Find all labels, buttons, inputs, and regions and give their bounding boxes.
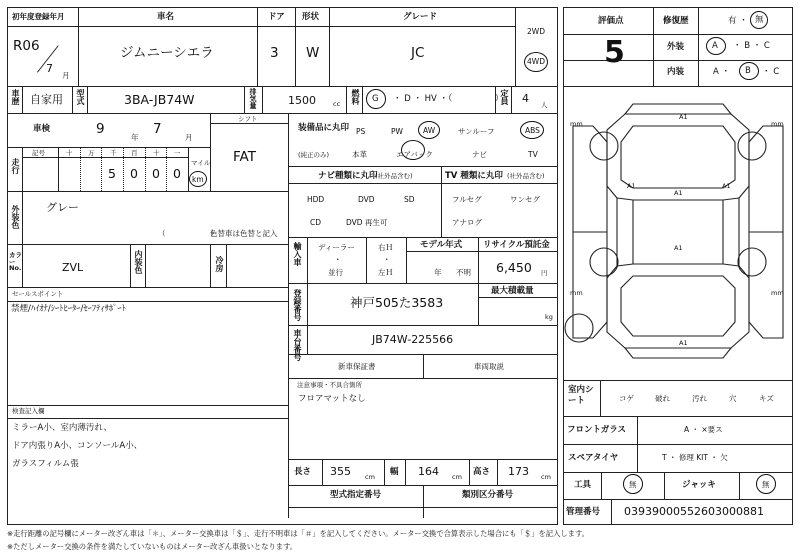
width-value: 164 bbox=[418, 465, 439, 478]
nav-label: ナビ種類に丸印 bbox=[318, 171, 378, 181]
equip-aw: AW bbox=[423, 126, 436, 135]
recycle-value: 6,450 bbox=[496, 260, 532, 275]
import-lh: 左Ｈ bbox=[378, 268, 393, 277]
warranty-label: 新車保証書 bbox=[338, 362, 376, 371]
equip-tv: TV bbox=[528, 150, 538, 159]
tools-value: 無 bbox=[629, 480, 637, 489]
inspector-label: 検査記入欄 bbox=[12, 407, 45, 415]
height-unit: cm bbox=[541, 473, 551, 481]
tv-label: TV 種類に丸印 bbox=[445, 171, 503, 181]
tv-fullseg: フルセグ bbox=[452, 195, 482, 204]
equipment-sublabel: (純正のみ) bbox=[298, 151, 330, 159]
repair-selected: 無 bbox=[755, 15, 764, 25]
diagram-mark-3: A1 bbox=[674, 189, 683, 197]
equip-airbag: エアバック bbox=[396, 150, 433, 159]
car-name-label: 車名 bbox=[157, 12, 175, 22]
mgmt-label: 管理番号 bbox=[566, 507, 601, 517]
repair-options: 有 ・ bbox=[728, 16, 748, 26]
equipment-label: 装備品に丸印 bbox=[298, 123, 350, 133]
diagram-mark-2: A1 bbox=[722, 182, 731, 190]
diagram-mark-4: A1 bbox=[674, 244, 683, 252]
equip-abs: ABS bbox=[525, 126, 540, 135]
mileage-unit-3: 百 bbox=[131, 149, 138, 157]
inspector-line-0: ミラーA小、室内薄汚れ、 bbox=[12, 423, 112, 433]
body-label: 車歴 bbox=[11, 89, 20, 105]
mileage-unit-4: 十 bbox=[153, 149, 160, 157]
color-no-label: カラーNo. bbox=[9, 251, 22, 272]
color-no-value: ZVL bbox=[62, 261, 84, 274]
glass-options: A ・ ×要ス bbox=[684, 425, 723, 434]
equip-sunroof: サンルーフ bbox=[458, 127, 495, 136]
hood-panel bbox=[621, 126, 735, 188]
grade-value: JC bbox=[411, 45, 425, 61]
color-note-paren: （ ） bbox=[158, 229, 218, 238]
max-load-kg: kg bbox=[545, 313, 553, 321]
inspector-line-2: ガラスフィルム張 bbox=[12, 459, 79, 469]
score-label: 評価点 bbox=[598, 16, 624, 26]
fuel-label: 燃料 bbox=[351, 89, 360, 105]
repair-label: 修復歴 bbox=[663, 16, 689, 26]
tv-analog: アナログ bbox=[452, 218, 482, 227]
chassis-label: 車台番号 bbox=[293, 329, 302, 361]
mile-label: マイル bbox=[191, 159, 211, 167]
rear-bumper bbox=[625, 348, 731, 358]
mileage-unit-1: 万 bbox=[88, 149, 95, 157]
interior-color-label: 内装色 bbox=[134, 250, 143, 274]
mileage-digit-3: 0 bbox=[173, 166, 181, 181]
trunk-panel bbox=[621, 276, 735, 336]
jack-value: 無 bbox=[762, 480, 770, 489]
diagram-mark-0: A1 bbox=[679, 113, 688, 121]
reg-year-label: 初年度登録年月 bbox=[12, 12, 65, 21]
door-label: ドア bbox=[268, 12, 285, 22]
mm-fl: mm bbox=[570, 120, 583, 128]
tools-label: 工具 bbox=[574, 480, 592, 490]
mileage-digit-1: 0 bbox=[130, 166, 138, 181]
interior-label: 内装 bbox=[667, 67, 685, 77]
import-dealer: ディーラー bbox=[318, 243, 355, 252]
width-unit: cm bbox=[452, 473, 462, 481]
mm-rl: mm bbox=[570, 289, 583, 297]
jack-label: ジャッキ bbox=[682, 480, 716, 490]
disp-label: 排気量 bbox=[249, 88, 257, 109]
registration-label: 登録番号 bbox=[293, 289, 302, 321]
inspection-month-unit: 月 bbox=[185, 133, 193, 142]
length-unit: cm bbox=[365, 473, 375, 481]
import-dot-2: ・ bbox=[383, 255, 391, 264]
import-parallel: 並行 bbox=[328, 268, 343, 277]
fuel-selected: G bbox=[372, 94, 379, 104]
diagram-mark-1: A1 bbox=[627, 182, 636, 190]
height-label: 高さ bbox=[473, 467, 491, 477]
seat-opt-4: キズ bbox=[759, 394, 774, 403]
disp-value: 1500 bbox=[288, 94, 316, 107]
mileage-unit-0: 十 bbox=[66, 149, 73, 157]
exterior-label: 外装 bbox=[667, 42, 685, 52]
car-name-value: ジムニーシエラ bbox=[120, 45, 214, 61]
score-value: 5 bbox=[604, 35, 625, 70]
reg-month-unit: 月 bbox=[62, 71, 70, 80]
inspection-month: 7 bbox=[153, 121, 162, 137]
exterior-rest: ・ B ・ C bbox=[733, 41, 770, 51]
caution-label: 注意事項・不具合箇所 bbox=[297, 381, 362, 389]
length-value: 355 bbox=[330, 465, 351, 478]
tv-note: (社外品含む) bbox=[507, 172, 545, 180]
drive-4wd: 4WD bbox=[527, 57, 545, 66]
capacity-value: 4 bbox=[522, 92, 529, 105]
shape-value: W bbox=[306, 45, 320, 61]
shift-label: シフト bbox=[238, 115, 258, 123]
model-year-unit: 年 bbox=[434, 268, 442, 277]
mm-fr: mm bbox=[771, 120, 784, 128]
seat-opt-0: コゲ bbox=[619, 394, 634, 403]
glass-label: フロントガラス bbox=[567, 425, 626, 435]
capacity-unit: 人 bbox=[541, 101, 548, 109]
mm-rr: mm bbox=[771, 289, 784, 297]
color-label: 外装色 bbox=[11, 205, 20, 229]
car-body-outline bbox=[607, 114, 749, 348]
exterior-selected: A bbox=[712, 41, 718, 51]
diagram-mark-5: A1 bbox=[679, 339, 688, 347]
reg-year-value: R06 bbox=[13, 38, 40, 54]
equip-pw: PW bbox=[391, 127, 403, 136]
km-label: km bbox=[192, 175, 204, 184]
equip-leather: 本革 bbox=[352, 150, 367, 159]
capacity-label: 定員 bbox=[500, 89, 509, 105]
rear-left-wheel bbox=[590, 248, 618, 276]
interior-selected: B bbox=[745, 66, 751, 76]
color-note: 色替車は色替と記入 bbox=[210, 229, 278, 238]
nav-hdd: HDD bbox=[307, 195, 325, 204]
inspector-line-1: ドア内張りA小、コンソールA小、 bbox=[12, 441, 143, 451]
door-value: 3 bbox=[270, 45, 279, 61]
sales-point-text: 禁煙/ﾊｲｵﾅ/ｼｰﾄﾋｰﾀｰ/ｾｰﾌﾃｨｻﾎﾟｰﾄ bbox=[11, 304, 126, 314]
mgmt-value: 03939000552603000881 bbox=[624, 505, 764, 518]
mileage-unit-2: 千 bbox=[110, 149, 117, 157]
interior-post: ・ C bbox=[762, 67, 780, 77]
shift-value: FAT bbox=[233, 149, 256, 165]
interior-pre: A ・ bbox=[713, 67, 731, 77]
registration-value: 神戸505た3583 bbox=[350, 295, 444, 310]
model-value: 3BA-JB74W bbox=[124, 92, 195, 107]
footer-line-1: ※走行距離の記号欄にメーター改ざん車は「＊」、メーター交換車は「＄」、走行不明車は「＃」を記入してください。メーター交換で合算表示した場合にも「＄」を記入します。 bbox=[7, 529, 589, 538]
width-label: 幅 bbox=[390, 467, 399, 477]
seat-opt-2: 汚れ bbox=[692, 394, 707, 403]
front-right-wheel bbox=[738, 132, 766, 160]
mileage-digit-2: 0 bbox=[152, 166, 160, 181]
spare-options: T ・ 修理 KIT ・ 欠 bbox=[662, 453, 728, 462]
seat-opt-1: 破れ bbox=[655, 394, 670, 403]
fuel-rest: ・ D ・ HV ・（ ） bbox=[393, 94, 504, 104]
ac-label: 冷房 bbox=[215, 256, 224, 272]
reg-month-value: 7 bbox=[46, 62, 53, 75]
spare-label: スペアタイヤ bbox=[568, 453, 619, 463]
car-diagram bbox=[563, 86, 793, 380]
front-left-wheel bbox=[590, 132, 618, 160]
recycle-yen: 円 bbox=[541, 269, 548, 277]
seat-opt-3: 穴 bbox=[729, 394, 737, 403]
nav-dvd: DVD bbox=[358, 195, 375, 204]
model-year-unknown: 不明 bbox=[456, 268, 471, 277]
footer-line-2: ※ただしメーター交換の条件を満たしていないものはメーター改ざん車扱いとなります。 bbox=[7, 542, 298, 551]
inspection-label: 車検 bbox=[33, 124, 51, 134]
class-label: 類別区分番号 bbox=[462, 490, 514, 500]
caution-value: フロアマットなし bbox=[298, 394, 366, 404]
body-value: 自家用 bbox=[30, 93, 63, 106]
front-bumper bbox=[625, 104, 731, 114]
equip-ps: PS bbox=[356, 127, 366, 136]
import-dot-1: ・ bbox=[334, 255, 342, 264]
nav-dvd-play: DVD 再生可 bbox=[346, 218, 388, 227]
mileage-label: 走行 bbox=[11, 158, 20, 174]
type-label: 型式指定番号 bbox=[330, 490, 382, 500]
model-year-label: モデル年式 bbox=[420, 240, 463, 250]
disp-unit: cc bbox=[333, 100, 341, 108]
nav-sd: SD bbox=[404, 195, 415, 204]
shape-label: 形状 bbox=[302, 12, 320, 22]
roof-panel bbox=[633, 200, 723, 264]
nav-cd: CD bbox=[310, 218, 322, 227]
import-label: 輸入車 bbox=[293, 242, 302, 266]
inspection-year: 9 bbox=[96, 121, 105, 137]
nav-note: (社外品含む) bbox=[375, 172, 413, 180]
tv-oneseg: ワンセグ bbox=[510, 195, 540, 204]
height-value: 173 bbox=[508, 465, 529, 478]
manual-label: 車両取説 bbox=[474, 362, 504, 371]
drive-2wd: 2WD bbox=[527, 27, 545, 36]
sales-point-label: セールスポイント bbox=[12, 290, 64, 298]
color-value: グレー bbox=[46, 201, 79, 214]
recycle-label: リサイクル預託金 bbox=[483, 240, 550, 250]
grade-label: グレード bbox=[403, 12, 438, 22]
max-load-label: 最大積載量 bbox=[491, 286, 534, 296]
chassis-value: JB74W-225566 bbox=[372, 333, 454, 346]
mileage-unit-5: 一 bbox=[174, 149, 181, 157]
mileage-digit-0: 5 bbox=[108, 166, 116, 181]
model-label: 型式 bbox=[76, 89, 85, 105]
rear-right-wheel bbox=[738, 248, 766, 276]
equip-navi: ナビ bbox=[472, 150, 487, 159]
import-rh: 右Ｈ bbox=[378, 243, 393, 252]
mileage-symbol-label: 記号 bbox=[32, 149, 45, 157]
seat-label: 室内シート bbox=[568, 385, 594, 407]
length-label: 長さ bbox=[294, 467, 312, 477]
inspection-year-unit: 年 bbox=[131, 133, 139, 142]
